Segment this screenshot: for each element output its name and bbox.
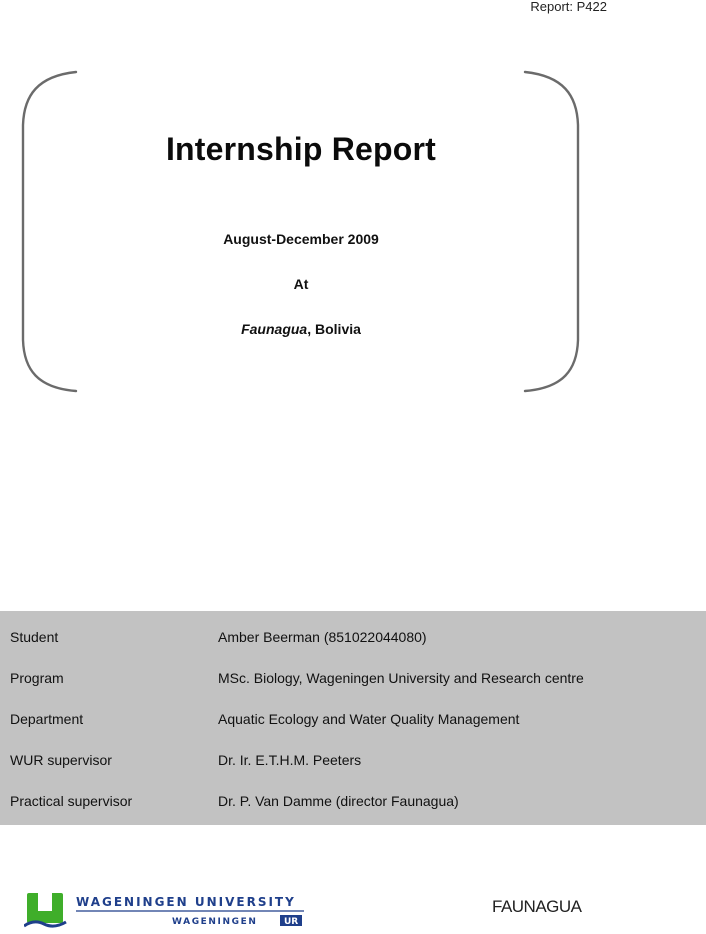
report-id: Report: P422 [530,0,607,14]
wur-logo-notch [38,893,52,911]
title-bracket-frame [0,0,706,420]
faunagua-logo [490,876,608,934]
info-label: Program [10,670,64,686]
info-row-practical-supervisor [0,793,706,813]
info-label: Student [10,629,59,645]
report-dates: August-December 2009 [223,231,379,247]
info-value: Dr. P. Van Damme (director Faunagua) [218,793,459,809]
info-value: MSc. Biology, Wageningen University and Research centre [218,670,584,686]
report-location [0,321,602,337]
info-row-wur-supervisor [0,752,706,772]
report-title: Internship Report [165,131,437,167]
wur-logo-badge-text: UR [284,917,299,927]
info-label: Practical supervisor [10,793,133,809]
info-panel [0,611,706,825]
wur-logo-name: WAGENINGEN UNIVERSITY [76,895,296,909]
info-label: WUR supervisor [10,752,112,768]
organization-name: Faunagua [241,321,308,337]
info-value: Dr. Ir. E.T.H.M. Peeters [218,752,362,768]
faunagua-logo-text: FAUNAGUA [492,897,582,916]
info-value: Aquatic Ecology and Water Quality Management [218,711,520,727]
info-label: Department [10,711,84,727]
at-label: At [293,276,309,292]
info-value: Amber Beerman (851022044080) [218,629,427,645]
info-row-program [0,670,706,690]
wur-logo-subname: WAGENINGEN [172,917,258,927]
wageningen-university-logo [24,886,314,930]
country-name: , Bolivia [307,321,361,337]
info-row-student [0,629,706,649]
info-row-department [0,711,706,731]
